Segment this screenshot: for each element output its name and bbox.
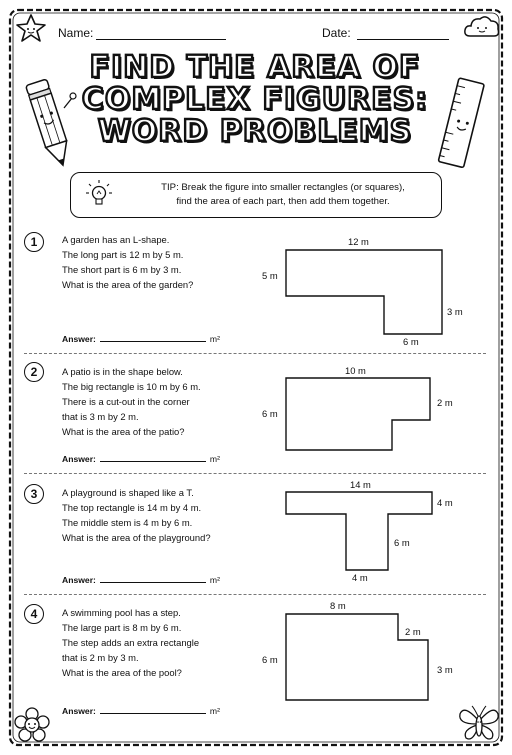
dim-label: 6 m <box>262 408 278 419</box>
l-shape-figure <box>280 246 450 346</box>
t-shape-figure <box>280 488 440 578</box>
problem-line: A patio is in the shape below. <box>62 366 183 377</box>
answer-field[interactable] <box>100 574 206 583</box>
problem-number-1: 1 <box>24 232 44 252</box>
unit-label: m² <box>209 334 220 344</box>
flower-icon <box>12 706 52 746</box>
problem-line: What is the area of the garden? <box>62 279 194 290</box>
answer-row <box>62 453 220 464</box>
dim-label: 2 m <box>405 626 421 637</box>
name-field[interactable] <box>96 26 226 40</box>
problem-4-text <box>62 605 262 680</box>
problem-line: A playground is shaped like a T. <box>62 487 194 498</box>
answer-field[interactable] <box>100 705 206 714</box>
answer-label: Answer: <box>62 706 96 716</box>
tip-line-1: TIP: Break the figure into smaller rectangles (or squares), <box>161 182 405 193</box>
star-icon <box>14 12 48 44</box>
dim-label: 8 m <box>330 600 346 611</box>
problem-1-text <box>62 232 262 292</box>
problem-number-3: 3 <box>24 484 44 504</box>
dim-label: 5 m <box>262 270 278 281</box>
dim-label: 12 m <box>348 236 369 247</box>
dim-label: 3 m <box>437 664 453 675</box>
answer-row <box>62 333 220 344</box>
problem-line: What is the area of the playground? <box>62 532 211 543</box>
problem-line: The big rectangle is 10 m by 6 m. <box>62 381 201 392</box>
problem-line: The short part is 6 m by 3 m. <box>62 264 182 275</box>
answer-row <box>62 574 220 585</box>
problem-2-text <box>62 364 262 439</box>
pencil-character-icon <box>20 72 80 172</box>
tip-box <box>70 172 442 218</box>
dim-label: 6 m <box>394 537 410 548</box>
problem-line: that is 2 m by 3 m. <box>62 652 139 663</box>
unit-label: m² <box>209 454 220 464</box>
cloud-icon <box>462 10 502 42</box>
title-line-2: COMPLEX FIGURES: <box>81 82 429 117</box>
answer-label: Answer: <box>62 575 96 585</box>
problem-line: There is a cut-out in the corner <box>62 396 190 407</box>
problem-3-text <box>62 485 262 545</box>
dim-label: 2 m <box>437 397 453 408</box>
problem-line: What is the area of the pool? <box>62 667 182 678</box>
step-shape-figure <box>280 610 440 704</box>
divider <box>24 353 486 354</box>
tip-text <box>133 181 433 209</box>
dim-label: 4 m <box>352 572 368 583</box>
problem-number-2: 2 <box>24 362 44 382</box>
problem-number-4: 4 <box>24 604 44 624</box>
answer-label: Answer: <box>62 454 96 464</box>
ruler-character-icon <box>432 76 492 172</box>
answer-field[interactable] <box>100 333 206 342</box>
problem-line: that is 3 m by 2 m. <box>62 411 139 422</box>
page-title <box>72 52 438 148</box>
dim-label: 3 m <box>447 306 463 317</box>
cutout-rectangle-figure <box>280 374 440 454</box>
unit-label: m² <box>209 706 220 716</box>
dim-label: 6 m <box>403 336 419 347</box>
unit-label: m² <box>209 575 220 585</box>
dim-label: 10 m <box>345 365 366 376</box>
problem-line: The long part is 12 m by 5 m. <box>62 249 184 260</box>
tip-line-2: find the area of each part, then add them together. <box>176 196 390 207</box>
name-label: Name: <box>58 26 94 40</box>
answer-row <box>62 705 220 716</box>
butterfly-icon <box>456 700 502 744</box>
problem-line: The step adds an extra rectangle <box>62 637 200 648</box>
date-label: Date: <box>322 26 351 40</box>
dim-label: 4 m <box>437 497 453 508</box>
problem-line: A garden has an L-shape. <box>62 234 170 245</box>
date-field[interactable] <box>357 26 449 40</box>
divider <box>24 594 486 595</box>
problem-line: The large part is 8 m by 6 m. <box>62 622 182 633</box>
title-line-1: FIND THE AREA OF <box>89 50 421 85</box>
problem-line: A swimming pool has a step. <box>62 607 181 618</box>
answer-label: Answer: <box>62 334 96 344</box>
divider <box>24 473 486 474</box>
title-line-3: WORD PROBLEMS <box>97 114 413 149</box>
problem-line: The top rectangle is 14 m by 4 m. <box>62 502 202 513</box>
dim-label: 6 m <box>262 654 278 665</box>
problem-line: The middle stem is 4 m by 6 m. <box>62 517 193 528</box>
dim-label: 14 m <box>350 479 371 490</box>
lightbulb-icon <box>85 179 113 211</box>
answer-field[interactable] <box>100 453 206 462</box>
problem-line: What is the area of the patio? <box>62 426 185 437</box>
